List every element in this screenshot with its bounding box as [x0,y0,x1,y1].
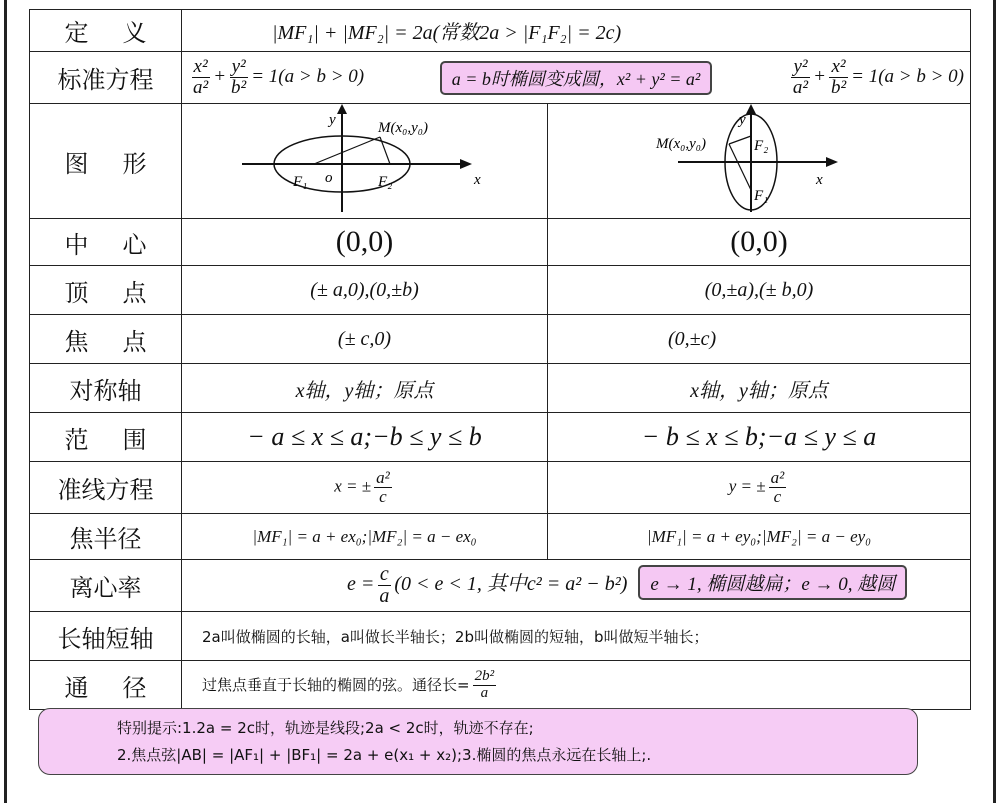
graph-horizontal-ellipse [182,104,548,219]
row-axes [30,612,971,661]
focus-left: (± c,0) [182,315,548,364]
focus-1-label: F₁ [754,188,769,204]
graph-vertical-ellipse [548,104,971,219]
label-definition: 定 义 [30,10,182,52]
point-m-label: M(x₀,y₀) [656,136,706,152]
x-axis-label: x [474,172,481,188]
symmetry-left: x轴，y轴；原点 [182,364,548,413]
x-axis-label: x [816,172,823,188]
y-axis-arrow-icon [337,104,347,114]
row-symmetry [30,364,971,413]
standard-equation-left: $\frac{\text{x²}}{\text{a²}}$ + $\frac{\text{y²}}{\text{b²}}$ = 1(a > b > 0) [193,56,365,98]
point-m-label: M(x₀,y₀) [378,120,428,136]
focal-line-1 [314,137,380,164]
row-standard-equation [30,52,971,104]
directrix-right: y = ± $\frac{\text{a²}}{c}$ [548,462,971,514]
label-eccentricity: 离心率 [30,560,182,612]
circle-special-case-note: a = b时椭圆变成圆，x² + y² = a² [440,61,713,95]
label-axes: 长轴短轴 [30,612,182,661]
row-center [30,219,971,266]
y-axis-label: y [329,112,336,128]
axes-text: 2a叫做椭圆的长轴，a叫做长半轴长；2b叫做椭圆的短轴，b叫做短半轴长； [182,612,971,661]
vertex-left: (± a,0),(0,±b) [182,266,548,315]
directrix-left: x = ± $\frac{\text{a²}}{c}$ [182,462,548,514]
row-eccentricity [30,560,971,612]
origin-label: o [325,170,333,186]
label-focal-radius: 焦半径 [30,514,182,560]
focus-right: (0,±c) [548,315,971,364]
standard-equation-right: $\frac{\text{y²}}{\text{a²}}$ + $\frac{\text{x²}}{\text{b²}}$ = 1(a > b > 0) [792,56,965,98]
label-graph: 图 形 [30,104,182,219]
symmetry-right: x轴，y轴；原点 [548,364,971,413]
center-right: (0,0) [548,219,971,266]
range-right: − b ≤ x ≤ b;−a ≤ y ≤ a [548,413,971,462]
range-left: − a ≤ x ≤ a;−b ≤ y ≤ b [182,413,548,462]
ellipse-properties-table [29,9,971,710]
tip-line-2: 2.焦点弦|AB| = |AF₁| + |BF₁| = 2a + e(x₁ + x₂);3.椭圆的焦点永远在长轴上;. [117,746,652,764]
label-directrix: 准线方程 [30,462,182,514]
focal-line-1 [729,136,751,144]
focal-radius-left: |MF₁| = a + ex₀;|MF₂| = a − ex₀ [182,514,548,560]
focal-line-2 [729,144,751,190]
label-standard-equation: 标准方程 [30,52,182,104]
focus-2-label: F₂ [378,174,393,190]
focal-line-2 [380,137,390,164]
vertex-right: (0,±a),(± b,0) [548,266,971,315]
y-axis-arrow-icon [746,104,756,114]
row-directrix [30,462,971,514]
label-range: 范 围 [30,413,182,462]
x-axis-arrow-icon [826,157,838,167]
label-symmetry: 对称轴 [30,364,182,413]
eccentricity-note: e → 1, 椭圆越扁；e → 0, 越圆 [638,565,907,600]
row-vertex [30,266,971,315]
label-center: 中 心 [30,219,182,266]
tip-line-1: 特别提示:1.2a = 2c时，轨迹是线段;2a < 2c时，轨迹不存在; [117,719,534,737]
label-focus: 焦 点 [30,315,182,364]
right-border-bar [993,0,996,803]
latus-rectum-content: 过焦点垂直于长轴的椭圆的弦。通径长= $\frac{\text{2b²}}{a}$ [182,661,971,710]
label-vertex: 顶 点 [30,266,182,315]
focus-1-label: F₁ [293,174,308,190]
definition-formula: |MF₁| + |MF₂| = 2a(常数2a > |F₁F₂| = 2c) [182,10,971,52]
special-tips-box [38,708,918,775]
label-latus-rectum: 通 径 [30,661,182,710]
vertical-ellipse-diagram [548,104,971,214]
row-range [30,413,971,462]
row-latus-rectum [30,661,971,710]
row-focal-radius [30,514,971,560]
eccentricity-content: e = $\frac{c}{a}$ (0 < e < 1, 其中c² = a² − b²) e → 1, 椭圆越扁；e → 0, 越圆 [182,560,971,612]
row-focus [30,315,971,364]
row-graph [30,104,971,219]
y-axis-label: y [739,112,746,128]
center-left: (0,0) [182,219,548,266]
x-axis-arrow-icon [460,159,472,169]
row-definition [30,10,971,52]
focus-2-label: F₂ [754,138,769,154]
focal-radius-right: |MF₁| = a + ey₀;|MF₂| = a − ey₀ [548,514,971,560]
left-border-bar [4,0,7,803]
horizontal-ellipse-diagram [182,104,548,214]
